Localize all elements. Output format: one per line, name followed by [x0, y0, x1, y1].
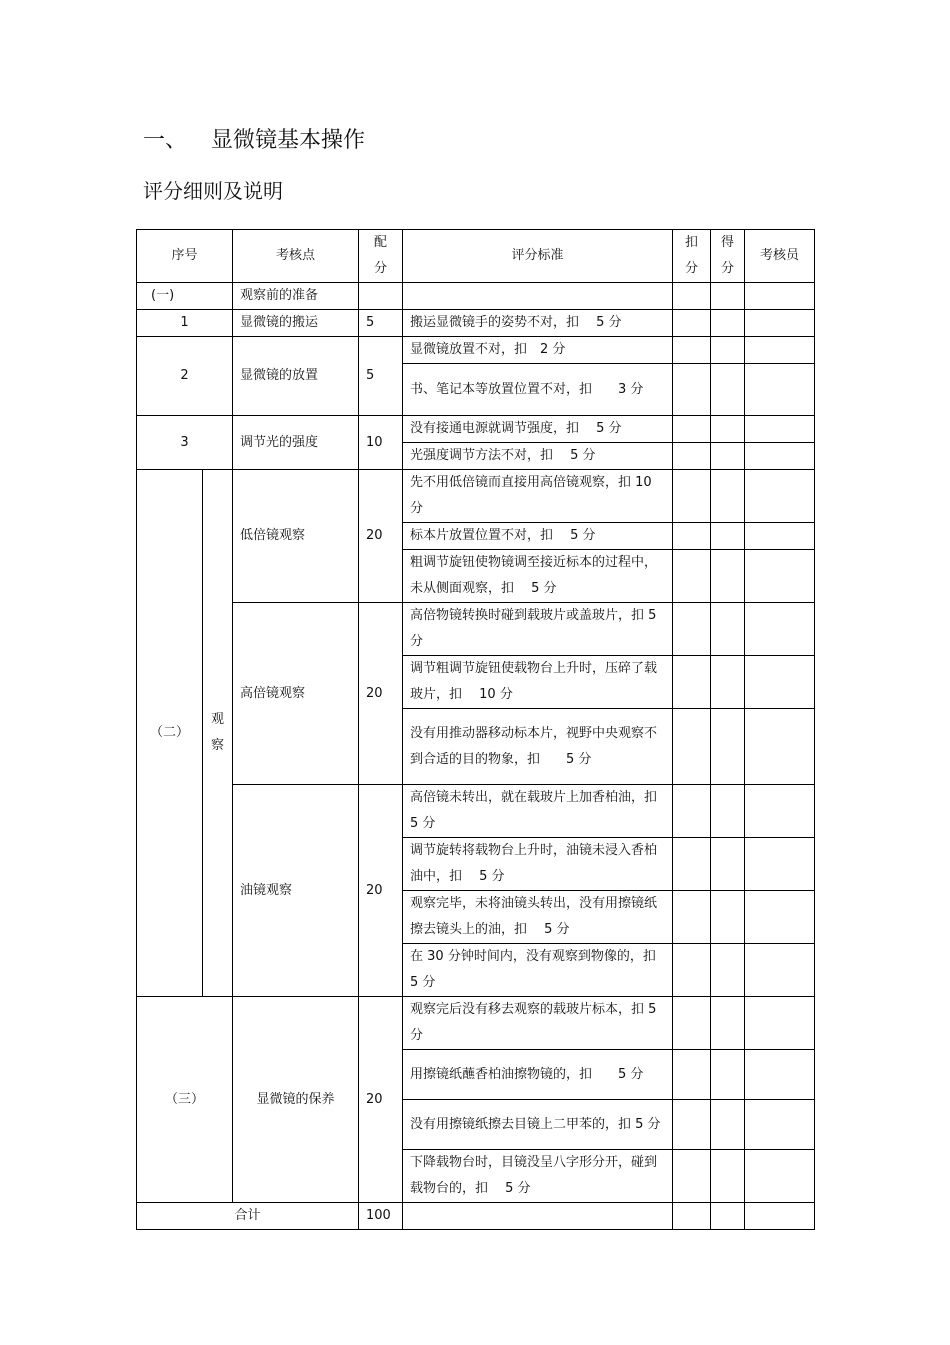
table-row	[137, 603, 815, 656]
criterion-cell: 书、笔记本等放置位置不对，扣 3 分	[403, 364, 673, 416]
header-earned: 得 分	[711, 230, 745, 283]
table-row	[137, 997, 815, 1050]
header-standard: 评分标准	[403, 230, 673, 283]
point-cell: 调节光的强度	[233, 416, 359, 470]
criterion-cell: 观察完毕，未将油镜头转出，没有用擦镜纸擦去镜头上的油，扣 5 分	[403, 891, 673, 944]
total-row	[137, 1203, 815, 1230]
group-cell: 观 察	[203, 470, 233, 997]
criterion-cell: 光强度调节方法不对，扣 5 分	[403, 443, 673, 470]
point-cell: 观察前的准备	[233, 283, 359, 310]
score-cell: 10	[359, 416, 403, 470]
score-cell: 5	[359, 310, 403, 337]
criterion-cell: 调节旋转将载物台上升时，油镜未浸入香柏油中，扣 5 分	[403, 838, 673, 891]
criterion-cell: 没有用推动器移动标本片，视野中央观察不到合适的目的物象，扣 5 分	[403, 709, 673, 785]
score-cell: 20	[359, 785, 403, 997]
table-row	[137, 416, 815, 443]
seq-cell: 1	[137, 310, 233, 337]
criterion-cell: 高倍物镜转换时碰到载玻片或盖玻片，扣 5 分	[403, 603, 673, 656]
criterion-cell: 在 30 分钟时间内，没有观察到物像的，扣 5 分	[403, 944, 673, 997]
score-cell: 5	[359, 337, 403, 416]
criterion-cell: 没有用擦镜纸擦去目镜上二甲苯的，扣 5 分	[403, 1100, 673, 1150]
header-score: 配 分	[359, 230, 403, 283]
table-row	[137, 310, 815, 337]
criterion-cell: 标本片放置位置不对，扣 5 分	[403, 523, 673, 550]
criterion-cell: 粗调节旋钮使物镜调至接近标本的过程中，未从侧面观察，扣 5 分	[403, 550, 673, 603]
criterion-cell: 调节粗调节旋钮使载物台上升时，压碎了载玻片，扣 10 分	[403, 656, 673, 709]
criterion-cell: 下降载物台时，目镜没呈八字形分开，碰到载物台的，扣 5 分	[403, 1150, 673, 1203]
point-cell: 显微镜的放置	[233, 337, 359, 416]
table-row	[137, 785, 815, 838]
header-examiner: 考核员	[745, 230, 815, 283]
point-cell: 显微镜的搬运	[233, 310, 359, 337]
score-cell: 20	[359, 603, 403, 785]
criterion-cell: 显微镜放置不对，扣 2 分	[403, 337, 673, 364]
criterion-cell: 没有接通电源就调节强度，扣 5 分	[403, 416, 673, 443]
table-row	[137, 470, 815, 523]
criterion-cell: 用擦镜纸蘸香柏油擦物镜的，扣 5 分	[403, 1050, 673, 1100]
criterion-cell: 搬运显微镜手的姿势不对，扣 5 分	[403, 310, 673, 337]
criterion-cell: 观察完后没有移去观察的载玻片标本，扣 5 分	[403, 997, 673, 1050]
section-title: 显微镜基本操作	[211, 128, 366, 153]
score-cell: 20	[359, 997, 403, 1203]
total-score: 100	[359, 1203, 403, 1230]
section-number: 一、	[143, 128, 188, 153]
score-cell: 20	[359, 470, 403, 603]
header-deduct: 扣 分	[673, 230, 711, 283]
table-row	[137, 283, 815, 310]
point-cell: 油镜观察	[233, 785, 359, 997]
point-cell: 显微镜的保养	[233, 997, 359, 1203]
point-cell: 低倍镜观察	[233, 470, 359, 603]
header-row	[137, 230, 815, 283]
seq-cell: （二）	[137, 470, 203, 997]
total-label: 合计	[137, 1203, 359, 1230]
header-point: 考核点	[233, 230, 359, 283]
seq-cell: (一)	[137, 283, 233, 310]
seq-cell: （三）	[137, 997, 233, 1203]
criterion-cell: 高倍镜未转出，就在载玻片上加香柏油，扣 5 分	[403, 785, 673, 838]
seq-cell: 3	[137, 416, 233, 470]
scoring-table	[136, 229, 815, 1230]
section-heading	[143, 126, 365, 156]
header-seq: 序号	[137, 230, 233, 283]
criterion-cell: 先不用低倍镜而直接用高倍镜观察，扣 10 分	[403, 470, 673, 523]
point-cell: 高倍镜观察	[233, 603, 359, 785]
seq-cell: 2	[137, 337, 233, 416]
sub-heading: 评分细则及说明	[143, 179, 283, 203]
table-row	[137, 337, 815, 364]
